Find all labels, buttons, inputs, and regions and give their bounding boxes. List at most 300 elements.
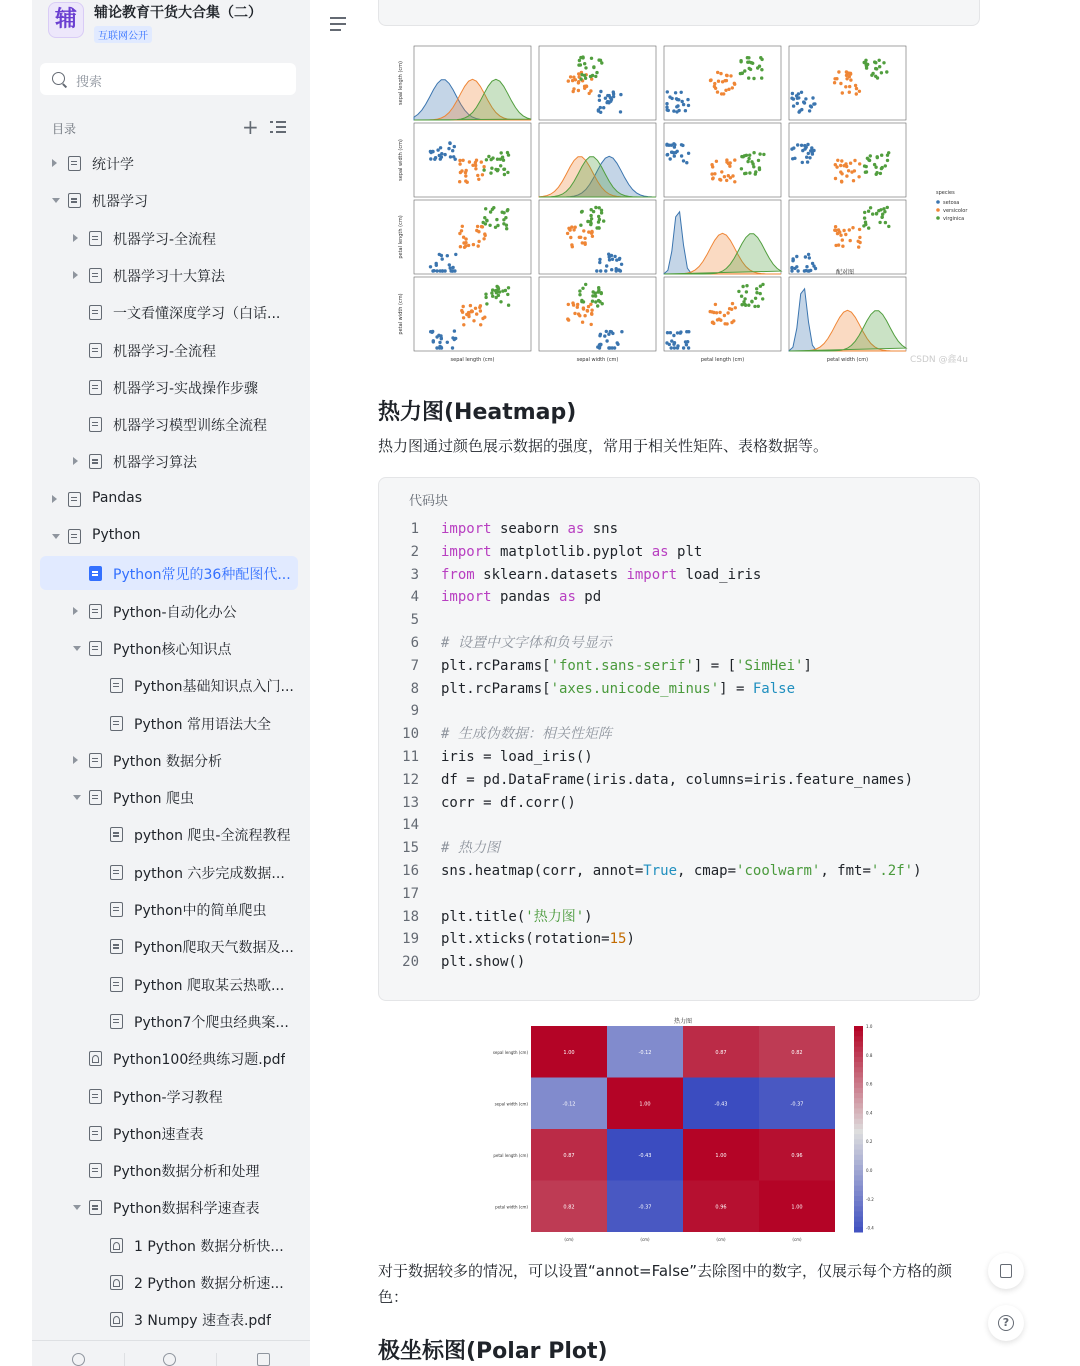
scatter-point: [599, 269, 602, 272]
scatter-point: [567, 303, 570, 306]
scatter-point: [604, 269, 607, 272]
colorbar-tick: 0.6: [866, 1081, 873, 1087]
scatter-point: [609, 96, 612, 99]
scatter-point: [583, 314, 586, 317]
sidebar-item[interactable]: [40, 668, 298, 702]
scatter-point: [880, 71, 883, 74]
info-icon[interactable]: [163, 1353, 176, 1366]
scatter-point: [579, 77, 582, 80]
scatter-point: [879, 172, 882, 175]
caret-down-icon[interactable]: [73, 646, 81, 651]
scatter-point: [719, 72, 722, 75]
scatter-point: [598, 206, 601, 209]
colorbar-segment: [854, 1067, 863, 1073]
scatter-point: [507, 304, 510, 307]
trash-icon[interactable]: [257, 1353, 270, 1366]
scatter-point: [881, 213, 884, 216]
pdf-file-icon: [110, 1275, 123, 1290]
scatter-point: [759, 56, 762, 59]
legend-label: setosa: [943, 200, 960, 206]
code-line: [379, 951, 979, 974]
scatter-point: [578, 289, 581, 292]
scatter-point: [741, 72, 744, 75]
document-icon: [89, 641, 102, 656]
scatter-point: [759, 292, 762, 295]
pairplot-ylabel: petal width (cm): [398, 293, 404, 335]
code-block[interactable]: [378, 477, 980, 1001]
scatter-point: [451, 336, 454, 339]
scatter-point: [589, 214, 592, 217]
document-icon: [89, 1126, 102, 1141]
scatter-point: [502, 211, 505, 214]
scatter-point: [686, 98, 689, 101]
scatter-point: [834, 244, 837, 247]
code-text: plt.xticks(rotation=15): [441, 931, 635, 948]
sidebar-item[interactable]: [40, 743, 298, 777]
code-text: df = pd.DataFrame(iris.data, columns=iris.feature_names): [441, 771, 914, 788]
colorbar-segment: [854, 1072, 863, 1078]
line-number: 13: [402, 794, 419, 811]
document-icon: [89, 753, 102, 768]
toggle-outline-icon[interactable]: [330, 17, 346, 31]
scatter-point: [717, 80, 720, 83]
pdf-file-icon: [110, 1238, 123, 1253]
scatter-point: [441, 269, 444, 272]
help-button[interactable]: [988, 1305, 1024, 1341]
heatmap-row-label: sepal length (cm): [492, 1049, 528, 1055]
scatter-point: [582, 306, 585, 309]
outline-menu-icon[interactable]: [270, 120, 286, 134]
scatter-point: [751, 62, 754, 65]
scatter-point: [468, 160, 471, 163]
scatter-point: [475, 312, 478, 315]
scatter-point: [675, 110, 678, 113]
document-icon: [89, 790, 102, 805]
caret-down-icon[interactable]: [52, 198, 60, 203]
scatter-point: [869, 206, 872, 209]
scatter-point: [583, 241, 586, 244]
scatter-point: [791, 259, 794, 262]
scatter-point: [610, 346, 613, 349]
colorbar-segment: [854, 1139, 863, 1145]
code-text: corr = df.corr(): [441, 794, 576, 811]
scatter-point: [438, 154, 441, 157]
legend-marker: [936, 216, 940, 220]
sidebar-item[interactable]: [40, 444, 298, 478]
scatter-point: [848, 228, 851, 231]
scatter-point: [439, 157, 442, 160]
caret-right-icon[interactable]: [73, 756, 78, 764]
scatter-point: [461, 311, 464, 314]
heatmap-description: 热力图通过颜色展示数据的强度，常用于相关性矩阵、表格数据等。: [378, 437, 829, 455]
add-icon[interactable]: +: [242, 115, 259, 139]
scatter-point: [709, 79, 712, 82]
scatter-point: [666, 331, 669, 334]
scatter-point: [449, 266, 452, 269]
scatter-point: [504, 289, 507, 292]
scatter-point: [567, 318, 570, 321]
scatter-point: [578, 59, 581, 62]
scatter-point: [619, 110, 622, 113]
scatter-point: [598, 94, 601, 97]
scatter-point: [713, 172, 716, 175]
pairplot-ylabel: sepal length (cm): [398, 61, 404, 105]
sidebar-item[interactable]: [40, 295, 298, 329]
scatter-point: [669, 331, 672, 334]
scatter-point: [863, 216, 866, 219]
line-number: 10: [402, 726, 419, 743]
document-icon: [110, 865, 123, 880]
caret-right-icon[interactable]: [52, 495, 57, 503]
sidebar-item[interactable]: [40, 892, 298, 926]
scatter-point: [584, 283, 587, 286]
scatter-point: [490, 291, 493, 294]
scatter-point: [760, 76, 763, 79]
scatter-point: [864, 221, 867, 224]
sidebar-item[interactable]: [40, 146, 298, 180]
scatter-point: [727, 162, 730, 165]
scatter-point: [882, 61, 885, 64]
scatter-point: [739, 60, 742, 63]
line-number: 5: [410, 612, 419, 629]
scatter-point: [685, 330, 688, 333]
space-header[interactable]: [48, 2, 298, 48]
scatter-point: [753, 305, 756, 308]
sidebar-item[interactable]: [40, 1004, 298, 1038]
scatter-point: [597, 215, 600, 218]
scatter-point: [580, 300, 583, 303]
heatmap-col-label: (cm): [640, 1237, 650, 1242]
scatter-point: [795, 255, 798, 258]
scatter-point: [665, 341, 668, 344]
scatter-point: [747, 56, 750, 59]
scatter-point: [881, 215, 884, 218]
scatter-point: [451, 346, 454, 349]
caret-down-icon[interactable]: [52, 534, 60, 539]
sidebar-item-label: Python核心知识点: [113, 641, 232, 658]
line-number: 8: [410, 680, 419, 697]
scatter-point: [673, 154, 676, 157]
sidebar-item[interactable]: [40, 817, 298, 851]
scatter-point: [566, 232, 569, 235]
scatter-point: [599, 90, 602, 93]
scatter-point: [878, 65, 881, 68]
scatter-point: [760, 68, 763, 71]
scatter-point: [598, 218, 601, 221]
search-input[interactable]: [40, 63, 296, 95]
scatter-point: [754, 297, 757, 300]
sidebar-item-label: 2 Python 数据分析速...: [134, 1276, 284, 1292]
colorbar-tick: 0.0: [866, 1168, 873, 1174]
line-number: 12: [402, 771, 419, 788]
scatter-point: [476, 225, 479, 228]
sidebar-item[interactable]: [40, 855, 298, 889]
scatter-point: [618, 258, 621, 261]
heatmap-image: [478, 1014, 898, 1246]
copy-button[interactable]: [988, 1253, 1024, 1289]
scatter-point: [494, 226, 497, 229]
sidebar-item[interactable]: [40, 258, 298, 292]
scatter-point: [714, 303, 717, 306]
sidebar-item-label: Python 数据分析: [113, 753, 222, 770]
scatter-point: [733, 82, 736, 85]
scatter-point: [600, 291, 603, 294]
sidebar-item[interactable]: [40, 1302, 298, 1336]
sidebar-item[interactable]: [40, 183, 298, 217]
scatter-point: [590, 309, 593, 312]
scatter-point: [480, 225, 483, 228]
scatter-point: [610, 254, 613, 257]
caret-right-icon[interactable]: [73, 457, 78, 465]
scatter-point: [720, 170, 723, 173]
pairplot-panel: [789, 46, 906, 120]
caret-right-icon[interactable]: [73, 271, 78, 279]
colorbar-segment: [854, 1196, 863, 1202]
sidebar-item[interactable]: [40, 594, 298, 628]
caret-right-icon[interactable]: [73, 234, 78, 242]
scatter-point: [857, 240, 860, 243]
scatter-point: [677, 98, 680, 101]
heatmap-cell-label: 0.96: [791, 1152, 803, 1159]
scatter-point: [887, 151, 890, 154]
sidebar-item[interactable]: [40, 407, 298, 441]
sidebar-item[interactable]: [40, 1228, 298, 1262]
scatter-point: [462, 305, 465, 308]
sidebar-item[interactable]: [40, 221, 298, 255]
line-number: 4: [410, 589, 419, 606]
scatter-point: [597, 58, 600, 61]
scatter-point: [571, 79, 574, 82]
scatter-point: [755, 291, 758, 294]
scatter-point: [496, 169, 499, 172]
scatter-point: [810, 149, 813, 152]
sidebar-item[interactable]: [40, 370, 298, 404]
scatter-point: [796, 143, 799, 146]
scatter-point: [597, 109, 600, 112]
pairplot-xlabel: petal length (cm): [700, 357, 745, 363]
scatter-point: [849, 162, 852, 165]
scatter-point: [686, 340, 689, 343]
heatmap-cell-label: 0.87: [715, 1049, 727, 1056]
scatter-point: [595, 71, 598, 74]
document-icon: [68, 492, 81, 507]
scatter-point: [581, 55, 584, 58]
colorbar-tick: -0.4: [866, 1225, 874, 1231]
scatter-point: [874, 166, 877, 169]
space-title: 辅论教育干货大合集（二）: [94, 5, 262, 21]
document-icon: [89, 604, 102, 619]
scatter-point: [740, 167, 743, 170]
caret-down-icon[interactable]: [73, 1205, 81, 1210]
colorbar-segment: [854, 1103, 863, 1109]
heatmap-cell-label: 1.00: [791, 1204, 803, 1211]
heatmap-row-label: sepal width (cm): [494, 1101, 528, 1107]
scatter-point: [503, 173, 506, 176]
pairplot-xlabel: sepal length (cm): [450, 357, 495, 363]
sidebar-item[interactable]: [40, 1116, 298, 1150]
colorbar-segment: [854, 1144, 863, 1150]
scatter-point: [811, 96, 814, 99]
scatter-point: [611, 332, 614, 335]
scatter-point: [590, 323, 593, 326]
scatter-point: [594, 300, 597, 303]
code-line: [379, 586, 979, 609]
scatter-point: [729, 176, 732, 179]
scatter-point: [734, 306, 737, 309]
sidebar-item[interactable]: [40, 780, 298, 814]
colorbar-segment: [854, 1134, 863, 1140]
colorbar-segment: [854, 1041, 863, 1047]
scatter-point: [490, 158, 493, 161]
sidebar-item[interactable]: [40, 556, 298, 590]
scatter-point: [858, 228, 861, 231]
scatter-point: [594, 75, 597, 78]
scatter-point: [453, 329, 456, 332]
colorbar-segment: [854, 1114, 863, 1120]
scatter-point: [491, 288, 494, 291]
scatter-point: [716, 71, 719, 74]
scatter-point: [757, 305, 760, 308]
scatter-point: [592, 290, 595, 293]
sidebar-item[interactable]: [40, 519, 298, 553]
sidebar-item-label: Python 爬取某云热歌...: [134, 977, 285, 994]
scatter-point: [752, 165, 755, 168]
scatter-point: [586, 220, 589, 223]
sidebar-item[interactable]: [40, 1190, 298, 1224]
scatter-point: [451, 266, 454, 269]
scatter-point: [441, 257, 444, 260]
scatter-point: [871, 212, 874, 215]
sidebar-item[interactable]: [40, 1153, 298, 1187]
sidebar-item[interactable]: [40, 929, 298, 963]
scatter-point: [666, 90, 669, 93]
sidebar-item-label: 机器学习模型训练全流程: [113, 418, 267, 435]
search-icon: [52, 72, 65, 85]
scatter-point: [719, 319, 722, 322]
scatter-point: [854, 84, 857, 87]
document-icon: [110, 678, 123, 693]
scatter-point: [488, 224, 491, 227]
sidebar-item-label: Python常见的36种配图代...: [113, 567, 291, 584]
code-line: [379, 609, 979, 632]
caret-right-icon[interactable]: [52, 159, 57, 167]
scatter-point: [431, 150, 434, 153]
scatter-point: [800, 108, 803, 111]
colorbar-segment: [854, 1108, 863, 1114]
sidebar-item-label: Python-学习教程: [113, 1089, 223, 1106]
sidebar-item[interactable]: [40, 333, 298, 367]
colorbar-segment: [854, 1206, 863, 1212]
sidebar-item-label: python 爬虫-全流程教程: [134, 828, 291, 845]
scatter-point: [449, 155, 452, 158]
scatter-point: [482, 165, 485, 168]
scatter-point: [715, 160, 718, 163]
scatter-point: [804, 97, 807, 100]
sidebar-item[interactable]: [40, 967, 298, 1001]
scatter-point: [591, 235, 594, 238]
scatter-point: [716, 90, 719, 93]
scatter-point: [576, 303, 579, 306]
sidebar-item-label: Python100经典练习题.pdf: [113, 1052, 286, 1069]
sidebar-item[interactable]: [40, 1265, 298, 1299]
scatter-point: [479, 309, 482, 312]
colorbar-tick: 0.8: [866, 1052, 873, 1058]
search-placeholder: 搜索: [76, 75, 103, 90]
sidebar-item[interactable]: [40, 631, 298, 665]
sidebar: [32, 0, 310, 1366]
refresh-icon[interactable]: [72, 1353, 85, 1366]
colorbar-segment: [854, 1078, 863, 1084]
document-icon: [110, 827, 123, 842]
scatter-point: [808, 256, 811, 259]
heatmap-cell-label: 1.00: [563, 1049, 575, 1056]
scatter-point: [811, 262, 814, 265]
caret-down-icon[interactable]: [73, 795, 81, 800]
scatter-point: [613, 255, 616, 258]
scatter-point: [583, 87, 586, 90]
scatter-point: [670, 151, 673, 154]
scatter-point: [840, 159, 843, 162]
scatter-point: [443, 269, 446, 272]
scatter-point: [728, 307, 731, 310]
scatter-point: [871, 72, 874, 75]
scatter-point: [803, 269, 806, 272]
sidebar-item-label: 统计学: [92, 157, 134, 173]
scatter-point: [808, 156, 811, 159]
scatter-point: [449, 269, 452, 272]
sidebar-item-label: python 六步完成数据...: [134, 865, 285, 882]
toc-header: [40, 116, 296, 138]
scatter-point: [602, 219, 605, 222]
pairplot-panel: [539, 200, 656, 274]
pairplot-panel: [789, 200, 906, 274]
scatter-point: [714, 87, 717, 90]
scatter-point: [796, 269, 799, 272]
scatter-point: [758, 152, 761, 155]
scatter-point: [849, 239, 852, 242]
scatter-point: [465, 313, 468, 316]
scatter-point: [839, 82, 842, 85]
polar-heading: 极坐标图(Polar Plot): [378, 1339, 608, 1364]
scatter-point: [498, 290, 501, 293]
sidebar-item[interactable]: [40, 706, 298, 740]
scatter-point: [841, 238, 844, 241]
scatter-point: [743, 297, 746, 300]
scatter-point: [838, 230, 841, 233]
sidebar-item[interactable]: [40, 482, 298, 516]
scatter-point: [432, 340, 435, 343]
heatmap-row-label: petal length (cm): [493, 1152, 528, 1158]
scatter-point: [864, 59, 867, 62]
scatter-point: [482, 221, 485, 224]
scatter-point: [804, 255, 807, 258]
scatter-point: [470, 309, 473, 312]
sidebar-item[interactable]: [40, 1041, 298, 1075]
sidebar-item[interactable]: [40, 1079, 298, 1113]
scatter-point: [679, 331, 682, 334]
scatter-point: [485, 158, 488, 161]
code-text: iris = load_iris(): [441, 748, 593, 765]
help-icon: ?: [998, 1315, 1014, 1331]
scatter-point: [503, 168, 506, 171]
scatter-point: [482, 168, 485, 171]
caret-right-icon[interactable]: [73, 607, 78, 615]
scatter-point: [813, 102, 816, 105]
sidebar-item-label: 机器学习十大算法: [113, 268, 225, 285]
sidebar-item-label: 机器学习-全流程: [113, 343, 217, 360]
previous-code-block: [378, 0, 980, 26]
scatter-point: [477, 244, 480, 247]
